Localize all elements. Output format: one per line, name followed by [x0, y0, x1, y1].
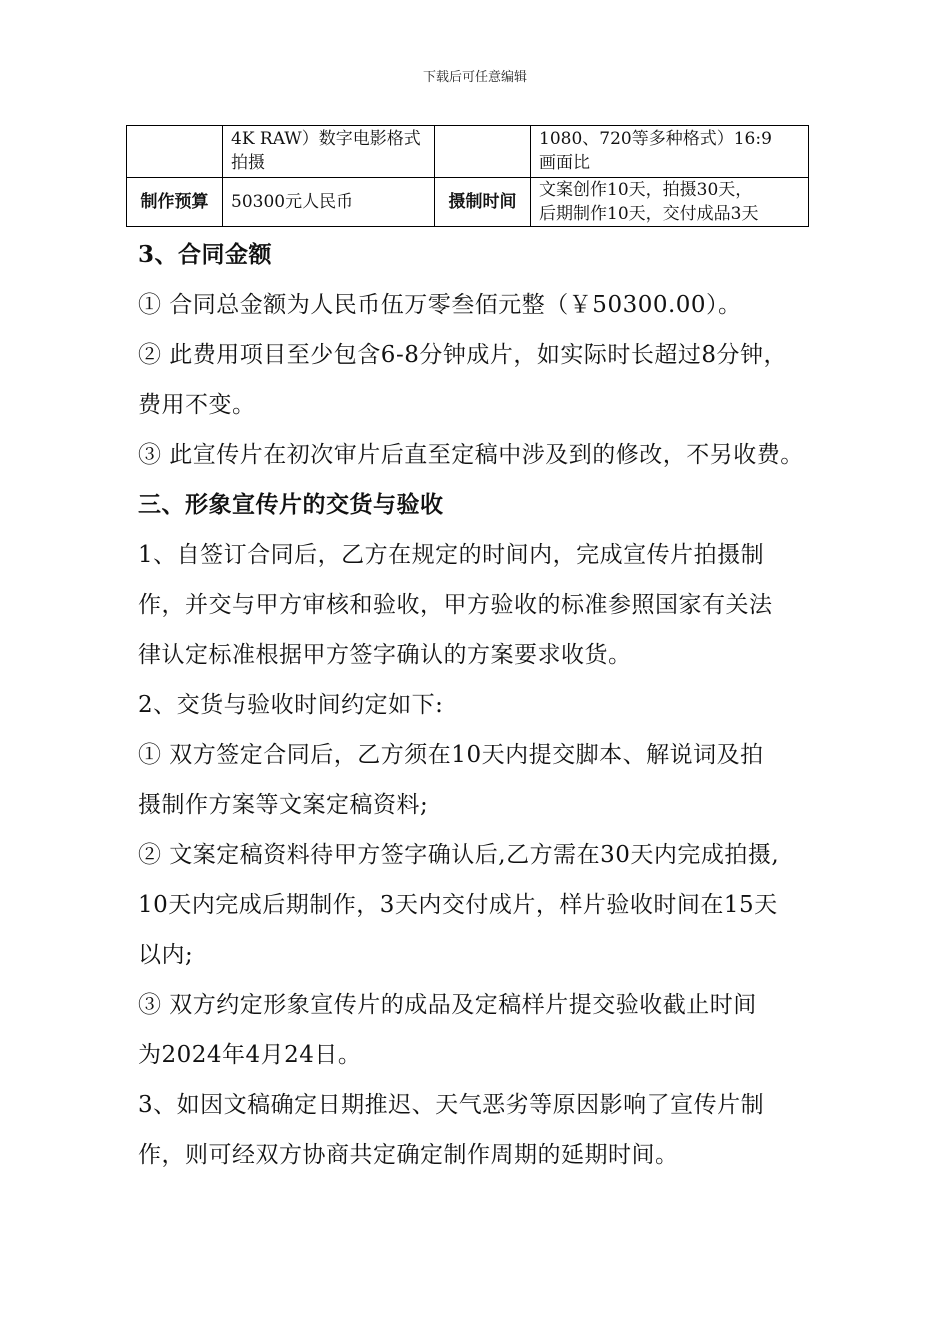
budget-value: 50300元人民币 — [223, 178, 435, 227]
spec-table — [126, 125, 809, 227]
paragraph-line: ③ 双方约定形象宣传片的成品及定稿样片提交验收截止时间 — [138, 992, 757, 1018]
paragraph-line: 3、如因文稿确定日期推迟、天气恶劣等原因影响了宣传片制 — [138, 1092, 765, 1118]
paragraph-line: 作，则可经双方协商共定确定制作周期的延期时间。 — [138, 1142, 679, 1168]
cell-line: 1080、720等多种格式）16:9 — [539, 129, 772, 149]
table-row — [127, 126, 809, 178]
section-heading: 三、形象宣传片的交货与验收 — [138, 491, 444, 518]
page-header-note: 下载后可任意编辑 — [422, 70, 527, 85]
table-cell — [435, 126, 531, 178]
paragraph-line: ② 文案定稿资料待甲方签字确认后,乙方需在30天内完成拍摄, — [138, 842, 780, 868]
paragraph-line: 2、交货与验收时间约定如下: — [138, 692, 444, 718]
table-cell — [127, 126, 223, 178]
paragraph-line: 摄制作方案等文案定稿资料; — [138, 792, 429, 818]
schedule-label: 摄制时间 — [435, 178, 531, 227]
paragraph-line: 为2024年4月24日。 — [138, 1042, 362, 1068]
table-row — [127, 178, 809, 227]
cell-line: 画面比 — [539, 153, 590, 173]
paragraph-line: ① 双方签定合同后，乙方须在10天内提交脚本、解说词及拍 — [138, 742, 764, 768]
table-cell — [223, 126, 435, 178]
paragraph-line: 10天内完成后期制作，3天内交付成片，样片验收时间在15天 — [138, 892, 778, 918]
paragraph-line: 律认定标准根据甲方签字确认的方案要求收货。 — [138, 642, 632, 668]
cell-line: 后期制作10天，交付成品3天 — [539, 204, 759, 224]
paragraph-line: ② 此费用项目至少包含6-8分钟成片，如实际时长超过8分钟， — [138, 342, 787, 368]
table-cell — [531, 126, 809, 178]
schedule-value — [531, 178, 809, 227]
paragraph-line: 1、自签订合同后，乙方在规定的时间内，完成宣传片拍摄制 — [138, 542, 765, 568]
paragraph-line: ③ 此宣传片在初次审片后直至定稿中涉及到的修改，不另收费。 — [138, 442, 804, 468]
paragraph-line: 以内; — [138, 942, 194, 968]
section-heading: 3、合同金额 — [138, 241, 273, 268]
document-body — [138, 230, 850, 1180]
budget-label: 制作预算 — [127, 178, 223, 227]
paragraph-line: 费用不变。 — [138, 392, 256, 418]
cell-line: 拍摄 — [231, 153, 265, 173]
paragraph-line: 作，并交与甲方审核和验收，甲方验收的标准参照国家有关法 — [138, 592, 773, 618]
cell-line: 4K RAW）数字电影格式 — [231, 129, 421, 149]
paragraph-line: ① 合同总金额为人民币伍万零叁佰元整（￥50300.00）。 — [138, 292, 742, 318]
cell-line: 文案创作10天，拍摄30天， — [539, 180, 753, 200]
